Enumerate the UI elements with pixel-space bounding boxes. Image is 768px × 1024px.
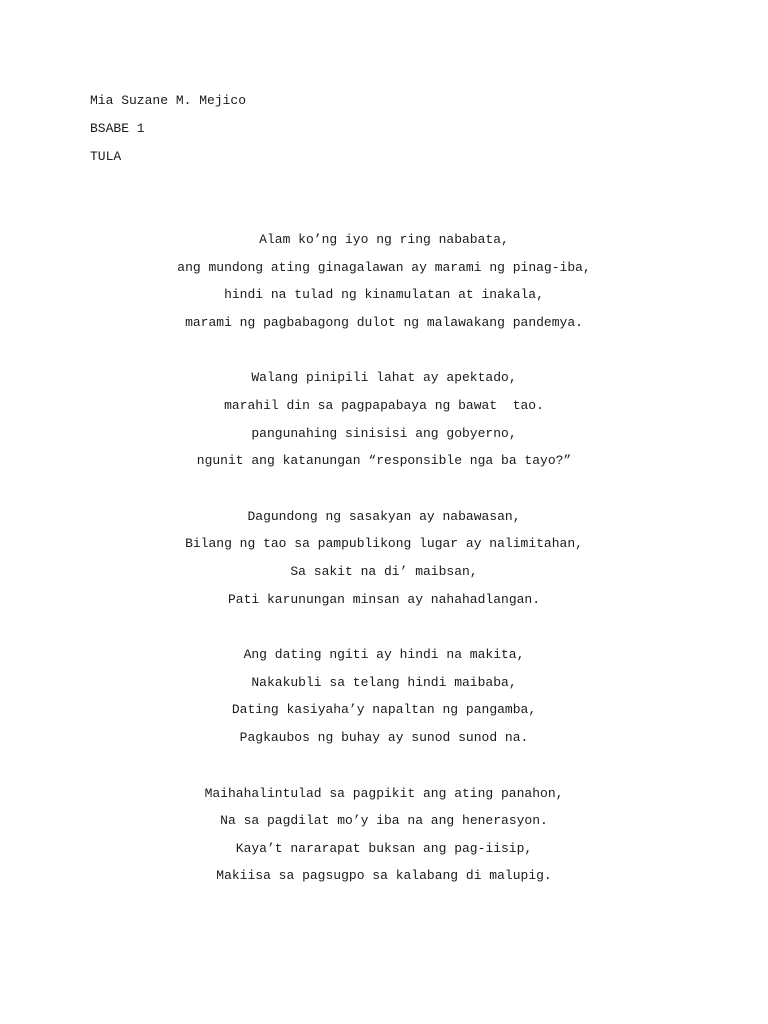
verse-line: Dating kasiyaha’y napaltan ng pangamba, — [231, 702, 537, 718]
verse-line: pangunahing sinisisi ang gobyerno, — [251, 425, 517, 441]
author-name: Mia Suzane M. Mejico — [90, 93, 247, 108]
course-label: BSABE 1 — [90, 121, 145, 136]
poem-body — [0, 231, 768, 923]
verse-line: Na sa pagdilat mo’y iba na ang henerasyon. — [220, 813, 548, 829]
verse-line: ang mundong ating ginagalawan ay marami ng pinag-iba, — [177, 259, 591, 275]
verse-line: Pagkaubos ng buhay ay sunod sunod na. — [239, 729, 529, 745]
genre-label: TULA — [90, 149, 122, 164]
verse-line: Dagundong ng sasakyan ay nabawasan, — [247, 508, 521, 524]
stanza — [0, 646, 768, 756]
verse-line: Walang pinipili lahat ay apektado, — [251, 370, 517, 386]
stanza — [0, 231, 768, 341]
verse-line: Sa sakit na di’ maibsan, — [290, 563, 478, 579]
stanza — [0, 785, 768, 895]
verse-line: Kaya’t nararapat buksan ang pag-iisip, — [235, 840, 533, 856]
verse-line: Pati karunungan minsan ay nahahadlangan. — [227, 591, 541, 607]
verse-line: Bilang ng tao sa pampublikong lugar ay nalimitahan, — [185, 536, 583, 552]
verse-line: ngunit ang katanungan “responsible nga ba tayo?” — [196, 453, 572, 469]
verse-line: marami ng pagbabagong dulot ng malawakang pandemya. — [185, 314, 583, 330]
verse-line: Nakakubli sa telang hindi maibaba, — [251, 674, 517, 690]
verse-line: Ang dating ngiti ay hindi na makita, — [243, 647, 525, 663]
verse-line: Maihahalintulad sa pagpikit ang ating panahon, — [204, 785, 564, 801]
verse-line: marahil din sa pagpapabaya ng bawat tao. — [224, 397, 544, 413]
verse-line: Makiisa sa pagsugpo sa kalabang di malupig. — [216, 868, 552, 884]
verse-line: hindi na tulad ng kinamulatan at inakala, — [224, 287, 544, 303]
stanza — [0, 369, 768, 479]
stanza — [0, 508, 768, 618]
document-header — [90, 92, 246, 176]
verse-line: Alam ko’ng iyo ng ring nababata, — [259, 232, 509, 247]
